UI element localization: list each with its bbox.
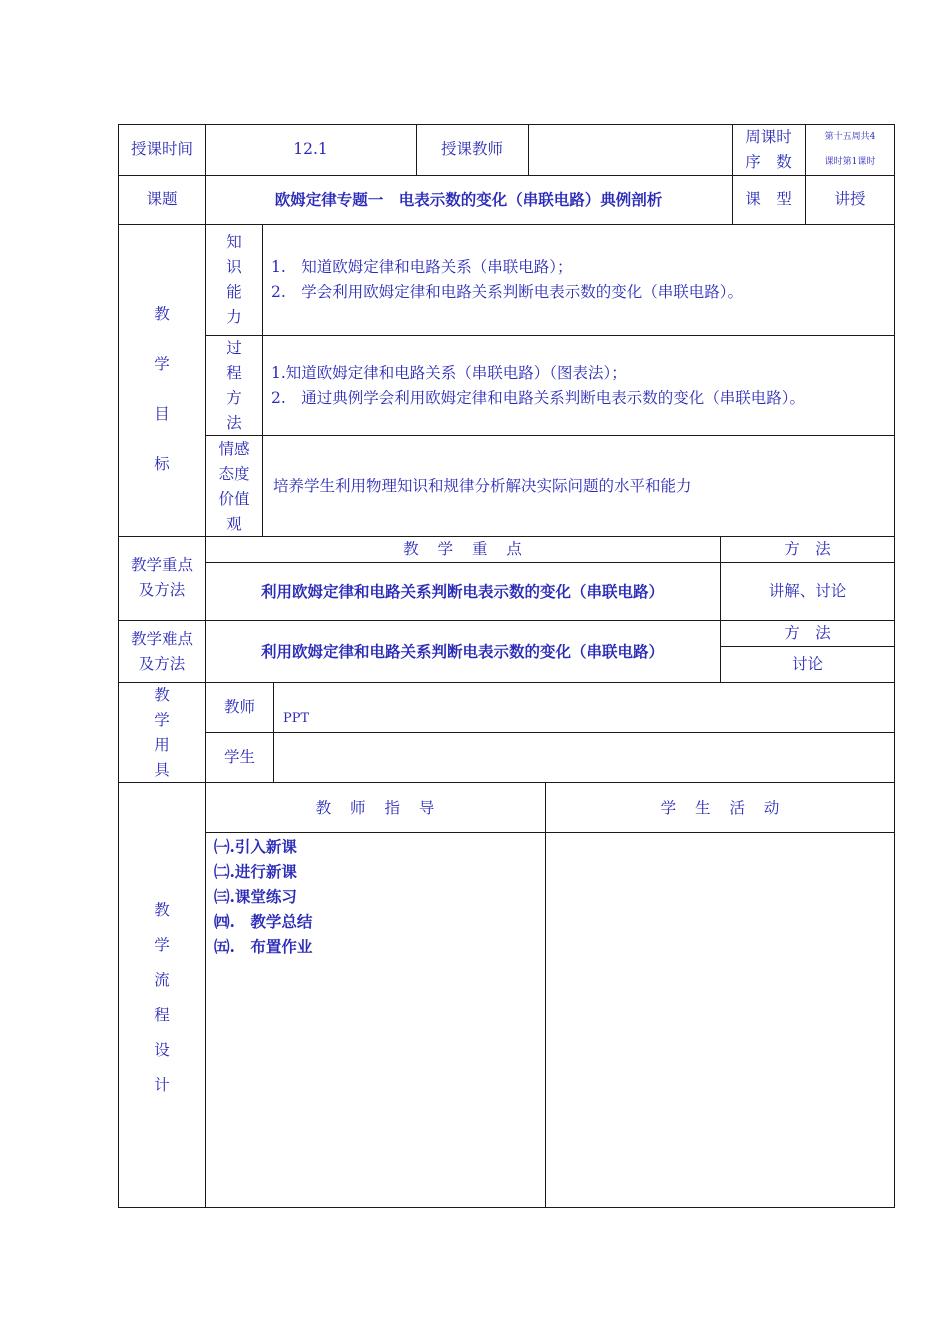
tools-teacher-value: PPT xyxy=(283,711,310,726)
emotion-text: 培养学生利用物理知识和规律分析解决实际问题的水平和能力 xyxy=(273,477,692,495)
key-point-header: 教 学 重 点 xyxy=(403,540,522,558)
process-label-char: 程 xyxy=(226,364,242,382)
row-divider xyxy=(205,335,895,336)
key-point-method-header: 方 法 xyxy=(784,540,831,558)
knowledge-label-char: 力 xyxy=(226,308,242,326)
goals-label-char: 教 xyxy=(154,305,170,323)
flow-label-char: 设 xyxy=(154,1041,170,1059)
row-divider xyxy=(118,782,895,783)
goals-label-char: 目 xyxy=(154,405,170,423)
flow-label-char: 流 xyxy=(154,971,170,989)
lesson-type-label: 课 型 xyxy=(745,190,792,208)
tools-label-char: 学 xyxy=(154,711,170,729)
emotion-label-line: 态度 xyxy=(218,465,250,483)
flow-label-char: 计 xyxy=(154,1076,170,1094)
week-label-line2: 序 数 xyxy=(745,153,792,171)
row-divider xyxy=(118,224,895,225)
flow-label-char: 教 xyxy=(154,901,170,919)
key-point-content: 利用欧姆定律和电路关系判断电表示数的变化（串联电路） xyxy=(260,582,664,601)
goals-label-char: 标 xyxy=(154,455,170,473)
col-divider xyxy=(528,124,529,176)
emotion-label-line: 价值 xyxy=(218,490,250,508)
key-point-method: 讲解、讨论 xyxy=(768,582,847,600)
flow-step: ㈤. 布置作业 xyxy=(214,937,313,956)
flow-teacher-header: 教 师 指 导 xyxy=(315,799,435,817)
week-label-line1: 周课时 xyxy=(745,128,792,146)
goals-label xyxy=(118,302,206,502)
week-info-line2: 课时第1课时 xyxy=(824,157,876,167)
knowledge-item: 1. 知道欧姆定律和电路关系（串联电路）； xyxy=(271,258,573,276)
process-item: 2. 通过典例学会利用欧姆定律和电路关系判断电表示数的变化（串联电路）。 xyxy=(271,389,806,407)
goals-label-char: 学 xyxy=(154,355,170,373)
tools-student-label: 学生 xyxy=(223,748,255,766)
tools-label-char: 具 xyxy=(154,761,170,779)
flow-label xyxy=(118,898,206,1108)
flow-step: ㈡.进行新课 xyxy=(214,862,297,881)
knowledge-label-char: 识 xyxy=(226,258,242,276)
tools-label-char: 用 xyxy=(154,736,170,754)
difficulty-label-line: 教学难点 xyxy=(130,630,193,648)
process-label-char: 方 xyxy=(226,389,242,407)
flow-step: ㈣. 教学总结 xyxy=(214,912,313,931)
difficulty-label xyxy=(118,627,206,677)
emotion-label-line: 观 xyxy=(226,515,242,533)
tools-label-char: 教 xyxy=(154,686,170,704)
emotion-label-line: 情感 xyxy=(218,440,250,458)
row-divider xyxy=(118,175,895,176)
process-label-char: 过 xyxy=(226,339,242,357)
process-item: 1.知道欧姆定律和电路关系（串联电路）（图表法）； xyxy=(271,364,627,382)
flow-label-char: 学 xyxy=(154,936,170,954)
week-info-line1: 第十五周共4 xyxy=(824,132,876,142)
time-label: 授课时间 xyxy=(130,140,193,158)
process-label-char: 法 xyxy=(226,414,242,432)
col-divider xyxy=(545,782,546,1208)
knowledge-label-char: 能 xyxy=(226,283,242,301)
lesson-type-value: 讲授 xyxy=(834,190,866,208)
topic-title: 欧姆定律专题一 电表示数的变化（串联电路）典例剖析 xyxy=(274,190,663,209)
key-point-label-line: 教学重点 xyxy=(130,556,193,574)
flow-steps xyxy=(214,834,312,959)
row-divider xyxy=(205,832,895,833)
tools-label xyxy=(118,683,206,783)
tools-teacher-label: 教师 xyxy=(223,698,255,716)
process-label xyxy=(205,336,263,436)
knowledge-label-char: 知 xyxy=(226,233,242,251)
topic-label: 课题 xyxy=(146,190,178,208)
knowledge-label xyxy=(205,230,263,330)
key-point-label xyxy=(118,553,206,603)
table-border-bottom xyxy=(118,1207,895,1208)
row-divider xyxy=(118,682,895,683)
row-divider xyxy=(205,732,895,733)
flow-step: ㈢.课堂练习 xyxy=(214,887,297,906)
row-divider xyxy=(205,435,895,436)
difficulty-label-line: 及方法 xyxy=(138,655,186,673)
difficulty-method-header: 方 法 xyxy=(784,624,831,642)
knowledge-item: 2. 学会利用欧姆定律和电路关系判断电表示数的变化（串联电路）。 xyxy=(271,283,744,301)
flow-label-char: 程 xyxy=(154,1006,170,1024)
key-point-label-line: 及方法 xyxy=(138,581,186,599)
difficulty-content: 利用欧姆定律和电路关系判断电表示数的变化（串联电路） xyxy=(260,642,664,661)
row-divider xyxy=(720,646,895,647)
emotion-label xyxy=(205,437,263,537)
flow-student-header: 学 生 活 动 xyxy=(660,799,780,817)
time-value: 12.1 xyxy=(293,140,328,158)
row-divider xyxy=(205,562,895,563)
difficulty-method: 讨论 xyxy=(791,655,823,673)
flow-step: ㈠.引入新课 xyxy=(214,837,297,856)
teacher-label: 授课教师 xyxy=(440,140,503,158)
